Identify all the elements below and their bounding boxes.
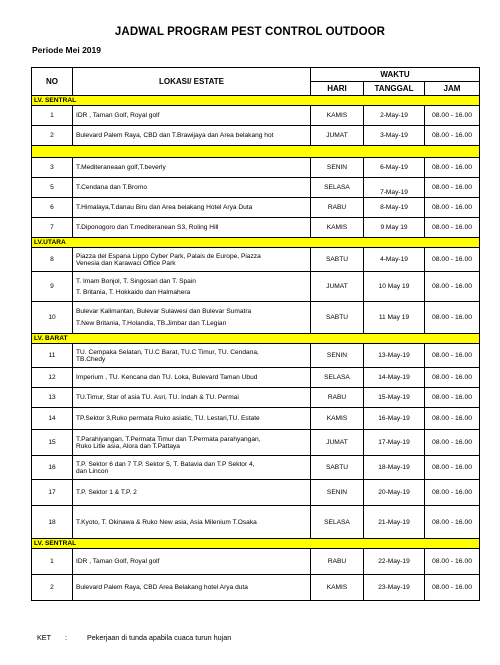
table-row bbox=[32, 549, 480, 575]
cell-no: 1 bbox=[32, 106, 73, 126]
table-row bbox=[32, 430, 480, 456]
cell-tanggal: 16-May-19 bbox=[364, 408, 425, 430]
cell-jam: 08.00 - 16.00 bbox=[425, 456, 480, 480]
table-row bbox=[32, 408, 480, 430]
cell-lokasi-line2: Venesia dan Karawaci Office Park bbox=[76, 259, 176, 267]
cell-tanggal: 8-May-19 bbox=[364, 198, 425, 218]
cell-jam: 08.00 - 16.00 bbox=[425, 302, 480, 334]
cell-hari: SABTU bbox=[311, 302, 364, 334]
cell-lokasi-line1: Piazza del Espana Lippo Cyber Park, Palais de Europe, Piazza bbox=[76, 252, 261, 260]
cell-no: 8 bbox=[32, 248, 73, 272]
cell-tanggal: 14-May-19 bbox=[364, 368, 425, 388]
table-row bbox=[32, 158, 480, 178]
cell-hari: SENIN bbox=[311, 344, 364, 368]
cell-jam: 08.00 - 16.00 bbox=[425, 575, 480, 601]
footnote-text: Pekerjaan di tunda apabila cuaca turun hujan bbox=[87, 633, 232, 642]
section-row bbox=[32, 96, 480, 106]
cell-hari: KAMIS bbox=[311, 575, 364, 601]
cell-no: 5 bbox=[32, 178, 73, 198]
table-row bbox=[32, 178, 480, 198]
header-no: NO bbox=[32, 68, 73, 96]
table-row bbox=[32, 506, 480, 539]
cell-no: 10 bbox=[32, 302, 73, 334]
cell-hari: SABTU bbox=[311, 248, 364, 272]
cell-lokasi: T.P. Sektor 1 & T.P. 2 bbox=[73, 480, 311, 506]
cell-lokasi bbox=[73, 344, 311, 368]
cell-jam: 08.00 - 16.00 bbox=[425, 344, 480, 368]
cell-no: 13 bbox=[32, 388, 73, 408]
cell-tanggal: 22-May-19 bbox=[364, 549, 425, 575]
section-label bbox=[32, 146, 480, 158]
cell-jam: 08.00 - 16.00 bbox=[425, 178, 480, 198]
cell-no: 6 bbox=[32, 198, 73, 218]
cell-lokasi bbox=[73, 456, 311, 480]
period-label: Periode Mei 2019 bbox=[32, 45, 101, 55]
cell-lokasi: T.Mediteraneaan golf,T.beverly bbox=[73, 158, 311, 178]
cell-tanggal: 10 May 19 bbox=[364, 272, 425, 302]
table-row bbox=[32, 368, 480, 388]
cell-lokasi bbox=[73, 272, 311, 302]
cell-lokasi-line2: T.New Britania, T.Holandia, TB.Jimbar dan T.Legian bbox=[76, 320, 227, 327]
cell-lokasi-line1: T. Imam Bonjol, T. Singosari dan T. Spain bbox=[76, 277, 196, 285]
cell-lokasi bbox=[73, 248, 311, 272]
cell-jam: 08.00 - 16.00 bbox=[425, 506, 480, 539]
cell-no: 11 bbox=[32, 344, 73, 368]
cell-tanggal: 9 May 19 bbox=[364, 218, 425, 238]
cell-hari: SENIN bbox=[311, 158, 364, 178]
footnote-label: KET bbox=[37, 633, 51, 642]
cell-jam: 08.00 - 16.00 bbox=[425, 408, 480, 430]
table-row bbox=[32, 575, 480, 601]
section-row bbox=[32, 238, 480, 248]
cell-no: 9 bbox=[32, 272, 73, 302]
cell-no: 16 bbox=[32, 456, 73, 480]
cell-jam: 08.00 - 16.00 bbox=[425, 248, 480, 272]
cell-lokasi: Bulevard Palem Raya, CBD dan T.Brawijaya dan Area belakang hot bbox=[73, 126, 311, 146]
cell-jam: 08.00 - 16.00 bbox=[425, 158, 480, 178]
cell-jam: 08.00 - 16.00 bbox=[425, 549, 480, 575]
cell-hari: RABU bbox=[311, 388, 364, 408]
cell-hari: JUMAT bbox=[311, 126, 364, 146]
cell-lokasi: IDR , Taman Golf, Royal golf bbox=[73, 549, 311, 575]
cell-lokasi: T.Cendana dan T.Bromo bbox=[73, 178, 311, 198]
cell-tanggal: 11 May 19 bbox=[364, 302, 425, 334]
cell-lokasi-line1: T.P. Sektor 6 dan 7 T.P. Sektor 5, T. Batavia dan T.P Sektor 4, bbox=[76, 460, 255, 468]
cell-jam: 08.00 - 16.00 bbox=[425, 480, 480, 506]
table-row bbox=[32, 456, 480, 480]
cell-no: 7 bbox=[32, 218, 73, 238]
cell-tanggal: 4-May-19 bbox=[364, 248, 425, 272]
section-label: LV. SENTRAL bbox=[32, 539, 480, 549]
header-tanggal: TANGGAL bbox=[364, 82, 425, 96]
cell-hari: RABU bbox=[311, 549, 364, 575]
cell-hari: JUMAT bbox=[311, 272, 364, 302]
table-row bbox=[32, 198, 480, 218]
cell-no: 15 bbox=[32, 430, 73, 456]
cell-hari: SELASA bbox=[311, 178, 364, 198]
cell-tanggal: 15-May-19 bbox=[364, 388, 425, 408]
cell-no: 17 bbox=[32, 480, 73, 506]
section-label: LV. BARAT bbox=[32, 334, 480, 344]
cell-hari: SABTU bbox=[311, 456, 364, 480]
cell-no: 1 bbox=[32, 549, 73, 575]
cell-lokasi-line1: T.Parahiyangan, T.Permata Timur dan T.Permata parahyangan, bbox=[76, 435, 261, 443]
cell-tanggal: 6-May-19 bbox=[364, 158, 425, 178]
header-jam: JAM bbox=[425, 82, 480, 96]
cell-no: 18 bbox=[32, 506, 73, 539]
cell-lokasi: IDR , Taman Golf, Royal golf bbox=[73, 106, 311, 126]
cell-hari: KAMIS bbox=[311, 106, 364, 126]
footnote-separator: : bbox=[65, 633, 67, 642]
cell-jam: 08.00 - 16.00 bbox=[425, 368, 480, 388]
cell-hari: SENIN bbox=[311, 480, 364, 506]
cell-tanggal: 17-May-19 bbox=[364, 430, 425, 456]
cell-lokasi: TU.Timur, Star of asia TU. Asri, TU. Indah & TU. Permai bbox=[73, 388, 311, 408]
cell-no: 14 bbox=[32, 408, 73, 430]
cell-lokasi-line2: T. Britania, T. Hokkaido dan Halmahera bbox=[76, 288, 191, 296]
table-row bbox=[32, 272, 480, 302]
cell-tanggal: 23-May-19 bbox=[364, 575, 425, 601]
cell-lokasi-line2: Ruko Litle asia, Alora dan T.Pattaya bbox=[76, 442, 180, 450]
cell-lokasi-line1: TU. Cempaka Selatan, TU.C Barat, TU.C Timur, TU. Cendana, bbox=[76, 348, 259, 356]
cell-jam: 08.00 - 16.00 bbox=[425, 198, 480, 218]
cell-tanggal: 13-May-19 bbox=[364, 344, 425, 368]
table-row bbox=[32, 480, 480, 506]
cell-jam: 08.00 - 16.00 bbox=[425, 388, 480, 408]
cell-no: 2 bbox=[32, 126, 73, 146]
cell-tanggal: 18-May-19 bbox=[364, 456, 425, 480]
cell-hari: JUMAT bbox=[311, 430, 364, 456]
cell-hari: KAMIS bbox=[311, 408, 364, 430]
cell-tanggal: 21-May-19 bbox=[364, 506, 425, 539]
section-row bbox=[32, 334, 480, 344]
cell-jam: 08.00 - 16.00 bbox=[425, 218, 480, 238]
cell-no: 3 bbox=[32, 158, 73, 178]
section-label: LV.UTARA bbox=[32, 238, 480, 248]
table-row bbox=[32, 344, 480, 368]
cell-hari: RABU bbox=[311, 198, 364, 218]
cell-tanggal: 7-May-19 bbox=[364, 178, 425, 198]
cell-hari: KAMIS bbox=[311, 218, 364, 238]
cell-tanggal: 3-May-19 bbox=[364, 126, 425, 146]
schedule-body bbox=[32, 96, 480, 601]
cell-jam: 08.00 - 16.00 bbox=[425, 430, 480, 456]
header-hari: HARI bbox=[311, 82, 364, 96]
cell-lokasi: T.Himalaya,T.danau Biru dan Area belakang Hotel Arya Duta bbox=[73, 198, 311, 218]
section-row-blank bbox=[32, 146, 480, 158]
cell-lokasi: T.Kyoto, T. Okinawa & Ruko New asia, Asia Milenium T.Osaka bbox=[73, 506, 311, 539]
cell-jam: 08.00 - 16.00 bbox=[425, 106, 480, 126]
cell-no: 12 bbox=[32, 368, 73, 388]
cell-jam: 08.00 - 16.00 bbox=[425, 272, 480, 302]
cell-no: 2 bbox=[32, 575, 73, 601]
table-row bbox=[32, 388, 480, 408]
table-row bbox=[32, 248, 480, 272]
cell-lokasi: TP.Sektor 3,Ruko permata Ruko asiatic, TU. Lestari,TU. Estate bbox=[73, 408, 311, 430]
cell-jam: 08.00 - 16.00 bbox=[425, 126, 480, 146]
table-row bbox=[32, 302, 480, 334]
cell-tanggal: 20-May-19 bbox=[364, 480, 425, 506]
cell-lokasi-line1: Bulevar Kalimantan, Bulevar Sulawesi dan Bulevar Sumatra bbox=[76, 308, 252, 315]
cell-lokasi-line2: dan Lincon bbox=[76, 467, 109, 475]
footnote bbox=[37, 633, 231, 642]
cell-tanggal: 2-May-19 bbox=[364, 106, 425, 126]
cell-lokasi-line2: TB.Chedy bbox=[76, 355, 106, 363]
cell-lokasi: Bulevard Palem Raya, CBD Area Belakang hotel Arya duta bbox=[73, 575, 311, 601]
header-waktu: WAKTU bbox=[311, 68, 480, 82]
document-title: JADWAL PROGRAM PEST CONTROL OUTDOOR bbox=[114, 26, 386, 38]
cell-lokasi: T.Diponogoro dan T.mediteranean S3, Roling Hill bbox=[73, 218, 311, 238]
section-row bbox=[32, 539, 480, 549]
table-row bbox=[32, 126, 480, 146]
table-row bbox=[32, 218, 480, 238]
header-lokasi: LOKASI/ ESTATE bbox=[73, 68, 311, 96]
schedule-table bbox=[31, 67, 480, 601]
section-label: LV. SENTRAL bbox=[32, 96, 480, 106]
cell-hari: SELASA bbox=[311, 368, 364, 388]
table-row bbox=[32, 106, 480, 126]
cell-lokasi: Imperium , TU. Kencana dan TU. Loka, Bulevard Taman Ubud bbox=[73, 368, 311, 388]
cell-lokasi bbox=[73, 302, 311, 334]
cell-lokasi bbox=[73, 430, 311, 456]
cell-hari: SELASA bbox=[311, 506, 364, 539]
